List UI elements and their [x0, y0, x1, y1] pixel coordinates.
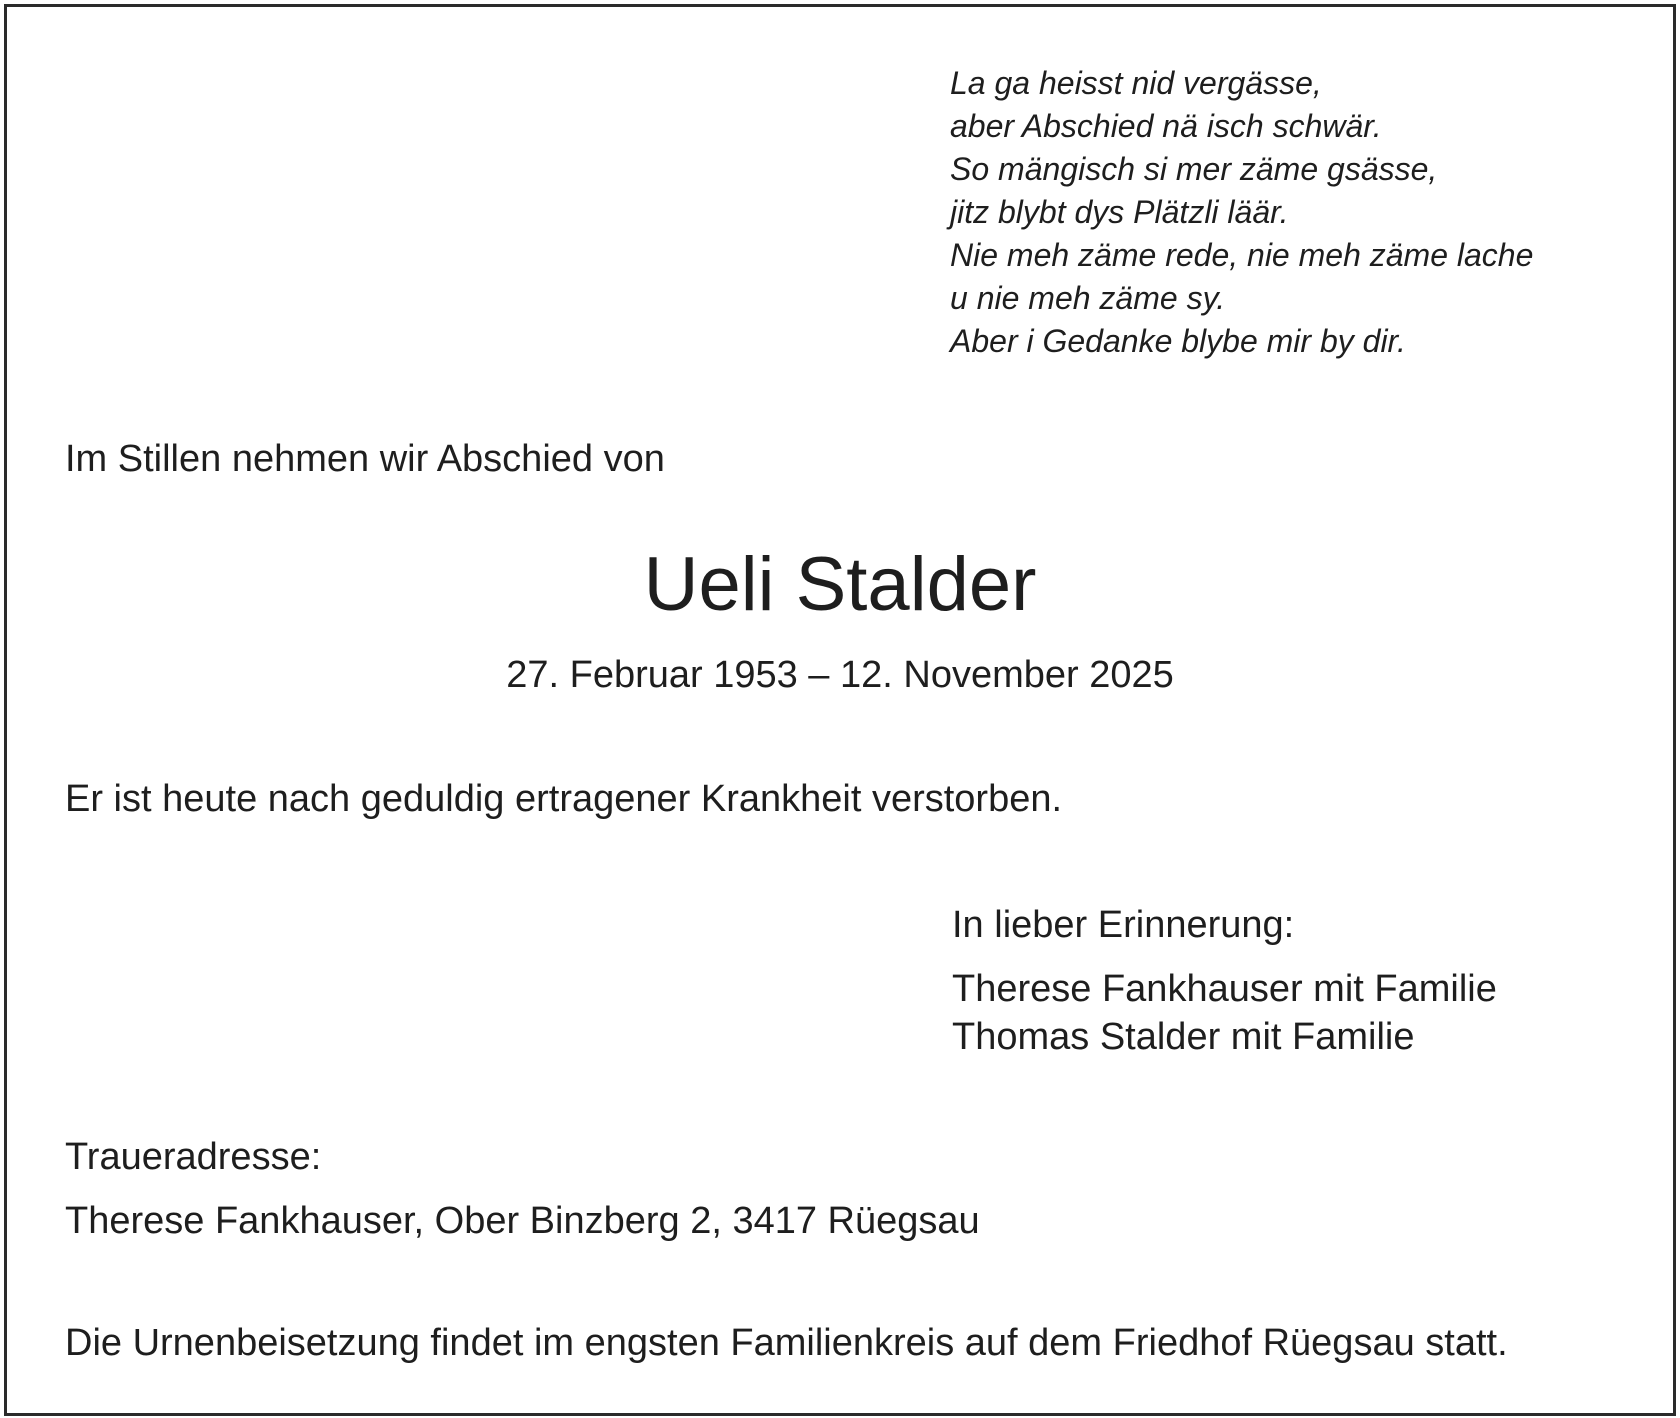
- mourning-address-label: Traueradresse:: [65, 1136, 322, 1178]
- poem-line: Aber i Gedanke blybe mir by dir.: [950, 323, 1406, 359]
- life-dates: 27. Februar 1953 – 12. November 2025: [506, 654, 1174, 696]
- family-list: [952, 965, 1497, 1061]
- family-entry: Therese Fankhauser mit Familie: [952, 968, 1497, 1010]
- burial-note: Die Urnenbeisetzung findet im engsten Familienkreis auf dem Friedhof Rüegsau statt.: [65, 1322, 1508, 1364]
- deceased-name: Ueli Stalder: [643, 542, 1037, 627]
- memory-heading: In lieber Erinnerung:: [952, 904, 1295, 946]
- poem-line: jitz blybt dys Plätzli läär.: [950, 194, 1289, 230]
- intro-text: Im Stillen nehmen wir Abschied von: [65, 438, 665, 480]
- poem: [950, 62, 1533, 363]
- poem-line: La ga heisst nid vergässe,: [950, 65, 1322, 101]
- death-statement: Er ist heute nach geduldig ertragener Krankheit verstorben.: [65, 778, 1063, 820]
- poem-line: u nie meh zäme sy.: [950, 280, 1226, 316]
- poem-line: aber Abschied nä isch schwär.: [950, 108, 1382, 144]
- family-entry: Thomas Stalder mit Familie: [952, 1016, 1415, 1058]
- poem-line: Nie meh zäme rede, nie meh zäme lache: [950, 237, 1534, 273]
- poem-line: So mängisch si mer zäme gsässe,: [950, 151, 1438, 187]
- mourning-address: Therese Fankhauser, Ober Binzberg 2, 3417 Rüegsau: [65, 1200, 980, 1242]
